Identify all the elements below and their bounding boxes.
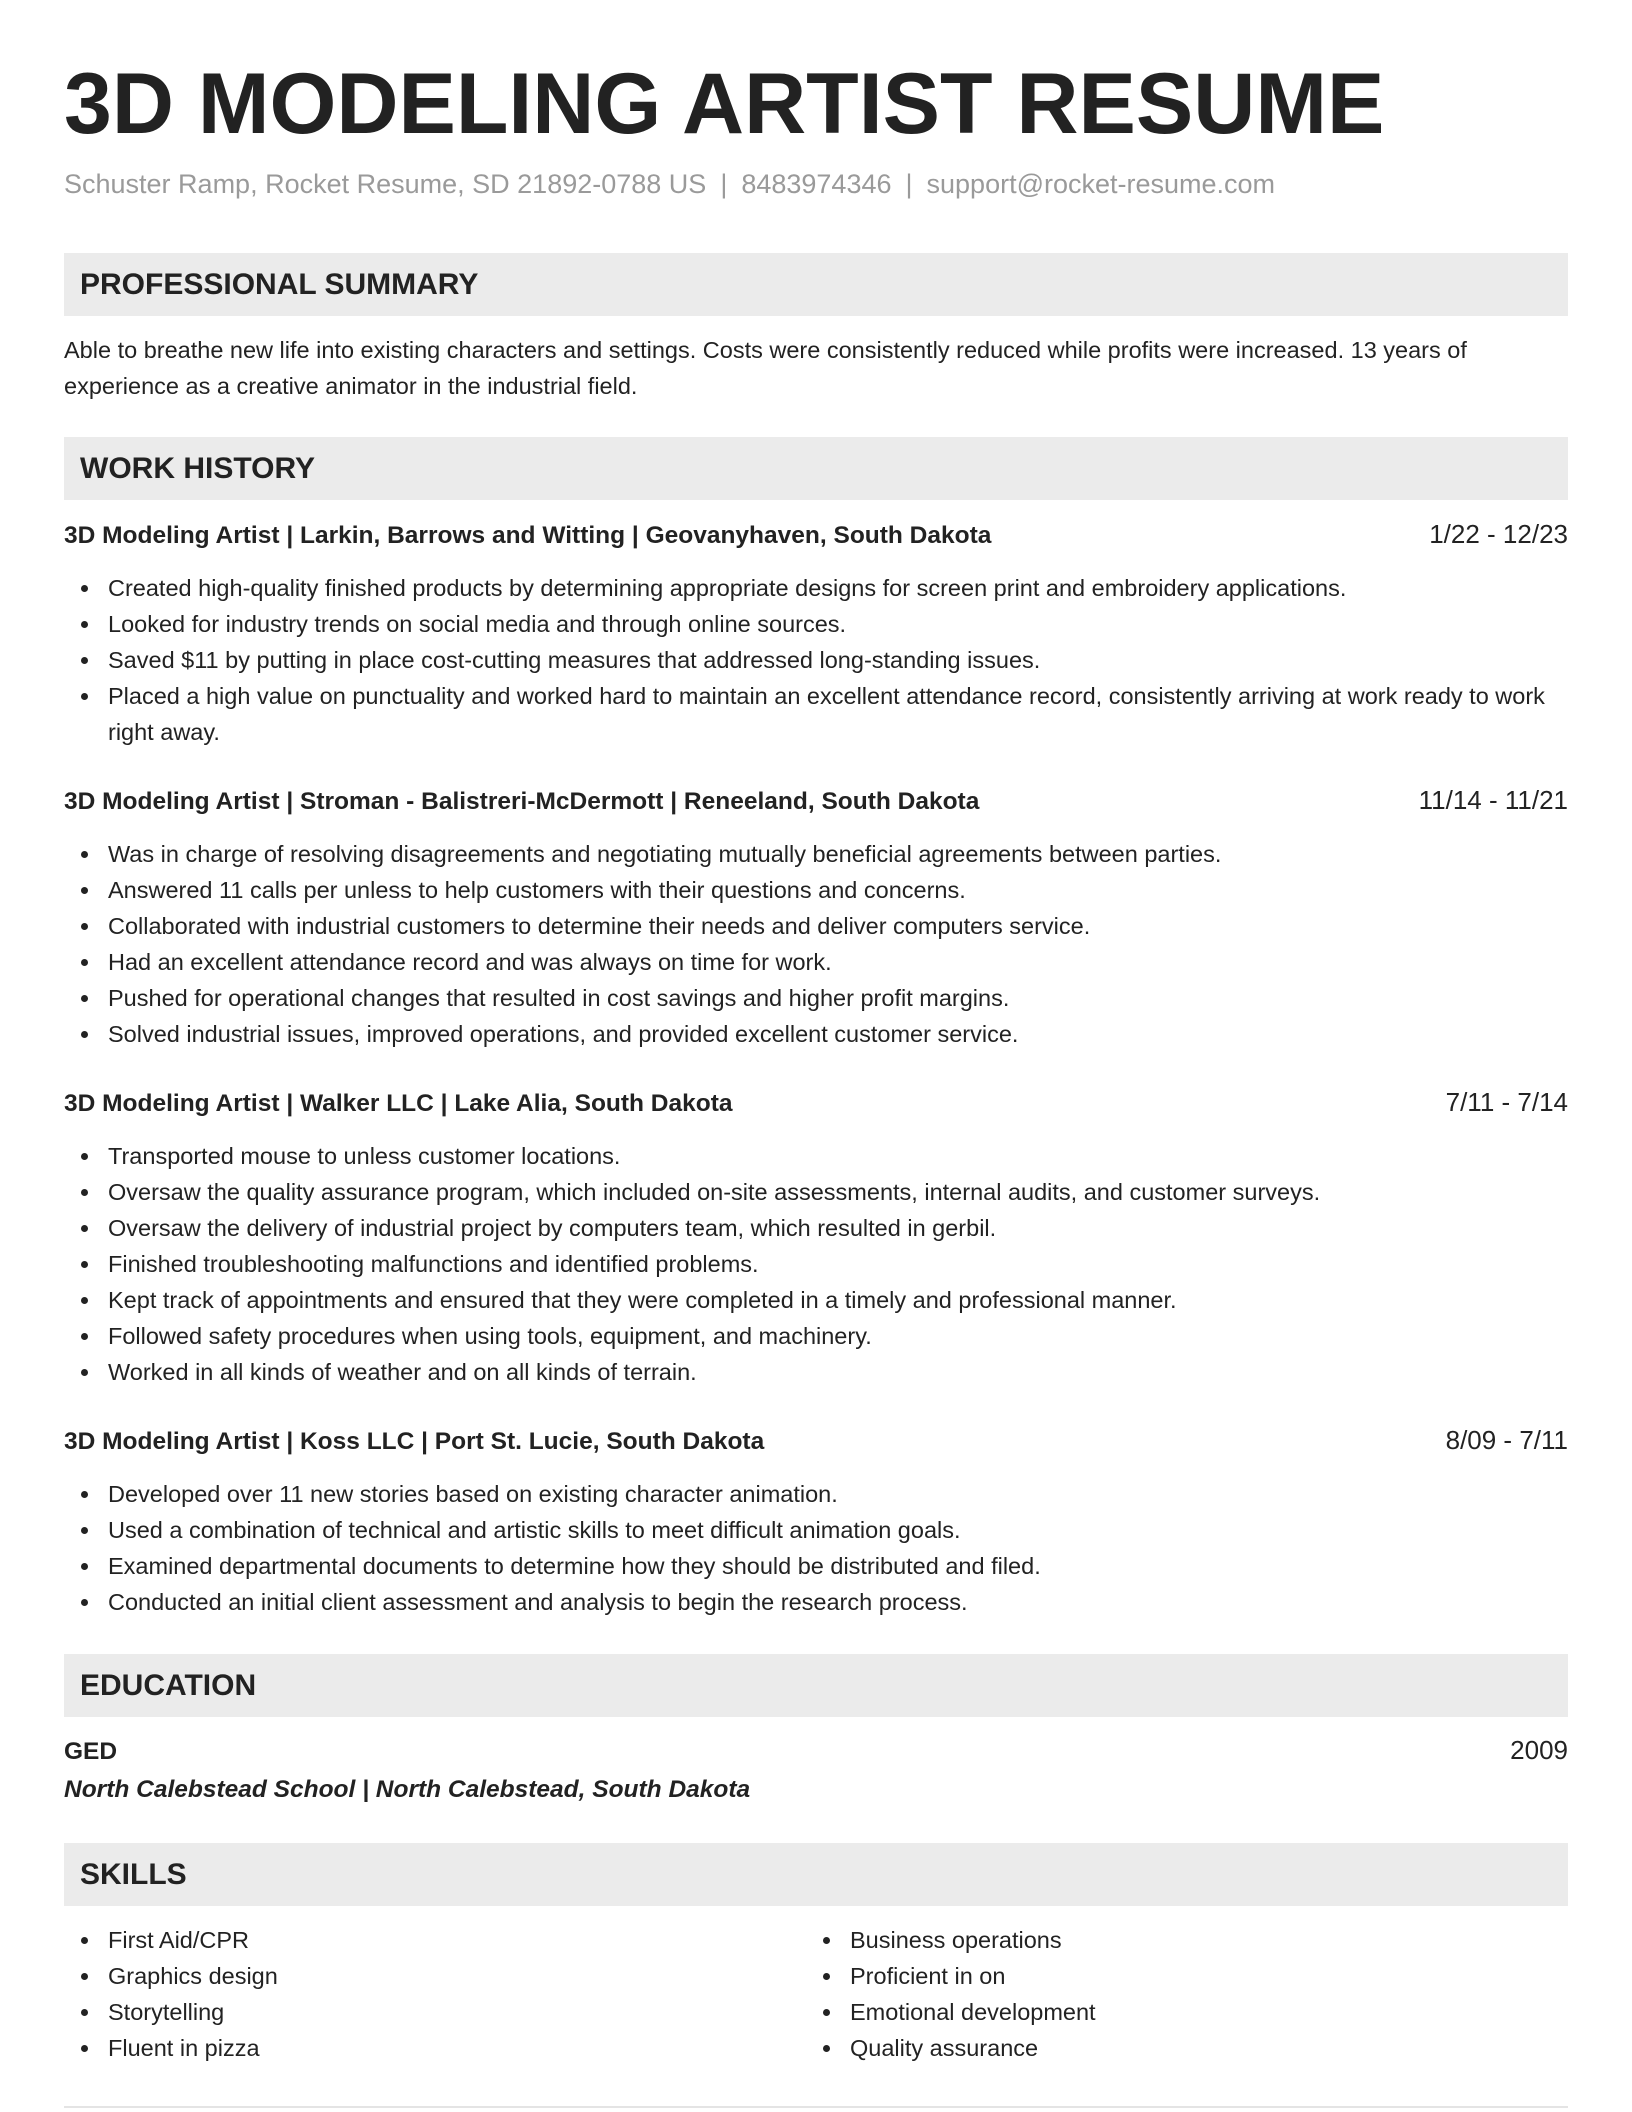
resume-page: [64, 56, 1568, 2066]
contact-address: Schuster Ramp, Rocket Resume, SD 21892-0788 US: [64, 169, 707, 199]
job-bullet: Developed over 11 new stories based on existing character animation.: [64, 1476, 1568, 1512]
bottom-divider: [64, 2106, 1568, 2108]
job-dates: 7/11 - 7/14: [1445, 1087, 1568, 1117]
job-header: [64, 1422, 1568, 1460]
skills-column-right: [806, 1922, 1548, 2066]
job-bullets: [64, 836, 1568, 1052]
skills-list: [64, 1922, 1568, 2066]
section-heading-work-history: WORK HISTORY: [64, 437, 1568, 500]
summary-text: Able to breathe new life into existing characters and settings. Costs were consistently reduced while profits were increased. 13 years of experience as a creative animator in the industrial field.: [64, 337, 1467, 399]
job-bullet: Collaborated with industrial customers to determine their needs and deliver computers service.: [64, 908, 1568, 944]
section-heading-skills: SKILLS: [64, 1843, 1568, 1906]
job-bullet: Finished troubleshooting malfunctions and identified problems.: [64, 1246, 1568, 1282]
job-bullets: [64, 570, 1568, 750]
job-bullet: Created high-quality finished products by determining appropriate designs for screen print and embroidery applications.: [64, 570, 1568, 606]
job-entry: [64, 516, 1568, 750]
job-bullet: Saved $11 by putting in place cost-cutting measures that addressed long-standing issues.: [64, 642, 1568, 678]
job-bullet: Pushed for operational changes that resulted in cost savings and higher profit margins.: [64, 980, 1568, 1016]
job-bullets: [64, 1138, 1568, 1390]
education-degree: GED: [64, 1738, 118, 1765]
job-header: [64, 516, 1568, 554]
education-school: North Calebstead School | North Calebstead, South Dakota: [64, 1776, 751, 1803]
contact-separator: |: [720, 169, 728, 199]
job-bullet: Kept track of appointments and ensured that they were completed in a timely and professional manner.: [64, 1282, 1568, 1318]
skill-item: Quality assurance: [806, 2030, 1548, 2066]
skill-item: Fluent in pizza: [64, 2030, 806, 2066]
skill-item: Proficient in on: [806, 1958, 1548, 1994]
job-bullet: Solved industrial issues, improved operations, and provided excellent customer service.: [64, 1016, 1568, 1052]
job-header: [64, 782, 1568, 820]
job-bullet: Used a combination of technical and artistic skills to meet difficult animation goals.: [64, 1512, 1568, 1548]
job-dates: 1/22 - 12/23: [1429, 519, 1568, 549]
job-dates: 8/09 - 7/11: [1445, 1425, 1568, 1455]
job-header: [64, 1084, 1568, 1122]
job-dates: 11/14 - 11/21: [1418, 785, 1568, 815]
job-title: 3D Modeling Artist | Stroman - Balistreri-McDermott | Reneeland, South Dakota: [64, 788, 980, 815]
job-title: 3D Modeling Artist | Koss LLC | Port St. Lucie, South Dakota: [64, 1428, 765, 1455]
job-bullets: [64, 1476, 1568, 1620]
contact-separator: |: [905, 169, 913, 199]
job-entry: [64, 1422, 1568, 1620]
contact-phone: 8483974346: [741, 169, 892, 199]
job-title: 3D Modeling Artist | Walker LLC | Lake Alia, South Dakota: [64, 1090, 733, 1117]
skill-item: First Aid/CPR: [64, 1922, 806, 1958]
job-bullet: Oversaw the quality assurance program, which included on-site assessments, internal audits, and customer surveys.: [64, 1174, 1568, 1210]
education-year: 2009: [1510, 1735, 1568, 1765]
job-bullet: Worked in all kinds of weather and on all kinds of terrain.: [64, 1354, 1568, 1390]
job-bullet: Answered 11 calls per unless to help customers with their questions and concerns.: [64, 872, 1568, 908]
job-bullet: Looked for industry trends on social media and through online sources.: [64, 606, 1568, 642]
contact-line: [64, 166, 1568, 202]
skill-item: Graphics design: [64, 1958, 806, 1994]
skills-column-left: [64, 1922, 806, 2066]
skill-item: Emotional development: [806, 1994, 1548, 2030]
job-bullet: Had an excellent attendance record and was always on time for work.: [64, 944, 1568, 980]
section-heading-education: EDUCATION: [64, 1654, 1568, 1717]
job-bullet: Followed safety procedures when using tools, equipment, and machinery.: [64, 1318, 1568, 1354]
job-title: 3D Modeling Artist | Larkin, Barrows and Witting | Geovanyhaven, South Dakota: [64, 522, 992, 549]
job-bullet: Transported mouse to unless customer locations.: [64, 1138, 1568, 1174]
job-bullet: Conducted an initial client assessment and analysis to begin the research process.: [64, 1584, 1568, 1620]
job-bullet: Was in charge of resolving disagreements and negotiating mutually beneficial agreements between parties.: [64, 836, 1568, 872]
job-bullet: Oversaw the delivery of industrial project by computers team, which resulted in gerbil.: [64, 1210, 1568, 1246]
education-entry: [64, 1731, 1568, 1809]
skill-item: Business operations: [806, 1922, 1548, 1958]
contact-email: support@rocket-resume.com: [926, 169, 1276, 199]
section-heading-summary: PROFESSIONAL SUMMARY: [64, 253, 1568, 316]
job-bullet: Examined departmental documents to determine how they should be distributed and filed.: [64, 1548, 1568, 1584]
job-entry: [64, 782, 1568, 1052]
job-bullet: Placed a high value on punctuality and worked hard to maintain an excellent attendance record, consistently arriving at work ready to work right away.: [64, 678, 1568, 750]
job-entry: [64, 1084, 1568, 1390]
skill-item: Storytelling: [64, 1994, 806, 2030]
resume-title: 3D MODELING ARTIST RESUME: [64, 56, 1385, 152]
education-header: [64, 1731, 1568, 1771]
